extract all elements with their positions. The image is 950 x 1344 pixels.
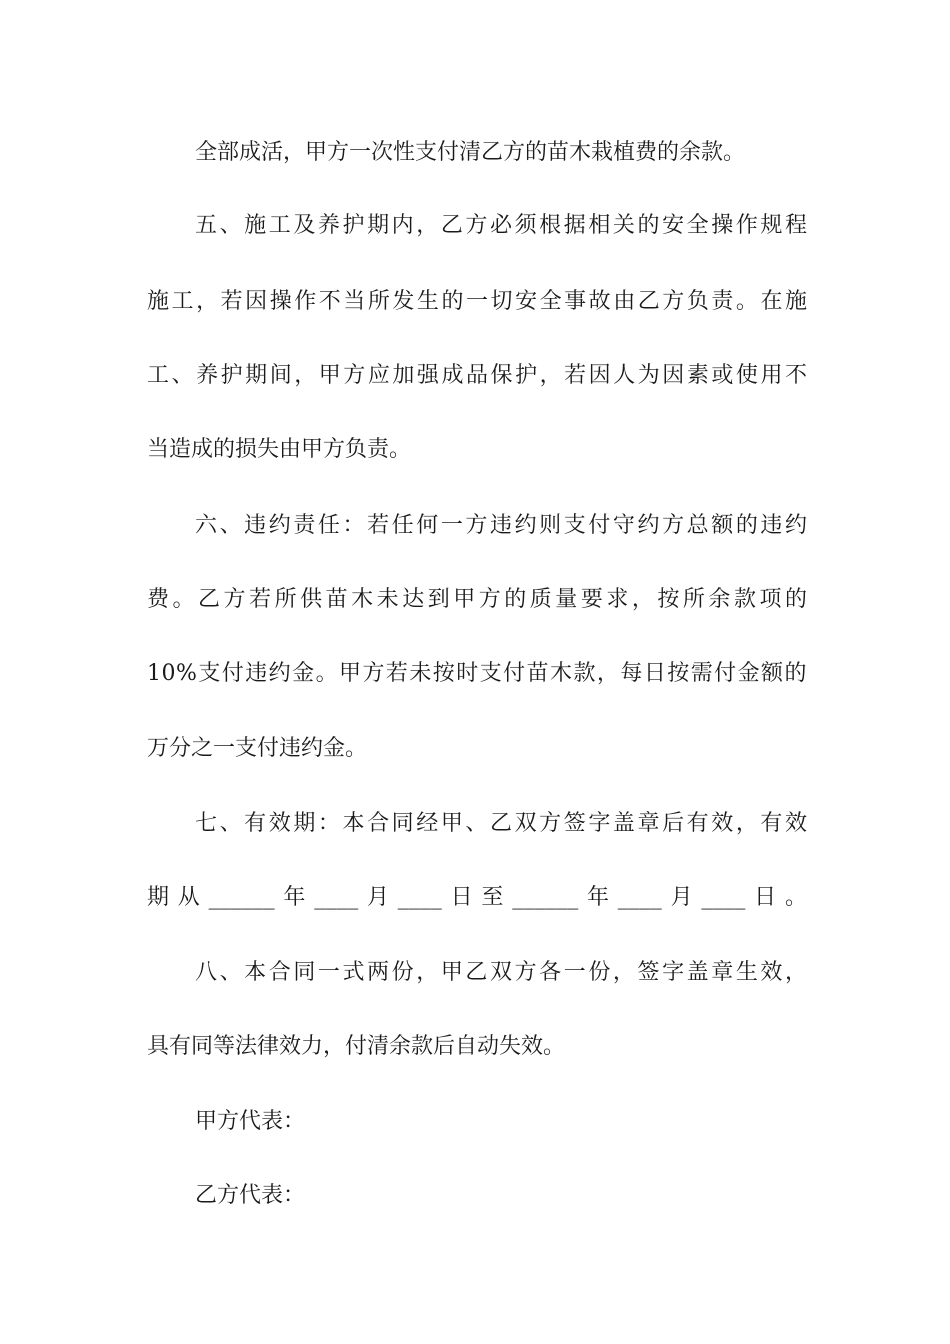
paragraph-line: 万分之一支付违约金。 <box>147 736 368 761</box>
paragraph-line: 五、施工及养护期内，乙方必须根据相关的安全操作规程 <box>195 213 807 238</box>
signature-label-party-b: 乙方代表： <box>195 1183 306 1208</box>
paragraph-line: 当造成的损失由甲方负责。 <box>147 437 412 462</box>
signature-label-party-a: 甲方代表： <box>195 1109 306 1134</box>
paragraph-line: 费。乙方若所供苗木未达到甲方的质量要求，按所余款项的 <box>147 587 807 612</box>
paragraph-line: 期从______年____月____日至______年____月____日。 <box>147 885 807 910</box>
paragraph-line: 七、有效期：本合同经甲、乙双方签字盖章后有效，有效 <box>195 811 807 836</box>
paragraph-line: 六、违约责任：若任何一方违约则支付守约方总额的违约 <box>195 513 807 538</box>
paragraph-line: 具有同等法律效力，付清余款后自动失效。 <box>147 1034 566 1059</box>
paragraph-line: 工、养护期间，甲方应加强成品保护，若因人为因素或使用不 <box>147 363 807 388</box>
paragraph-line: 10%支付违约金。甲方若未按时支付苗木款，每日按需付金额的 <box>147 661 807 686</box>
paragraph-line: 施工，若因操作不当所发生的一切安全事故由乙方负责。在施 <box>147 289 807 314</box>
paragraph-line: 八、本合同一式两份，甲乙双方各一份，签字盖章生效， <box>195 960 807 985</box>
paragraph-line: 全部成活，甲方一次性支付清乙方的苗木栽植费的余款。 <box>195 140 746 165</box>
